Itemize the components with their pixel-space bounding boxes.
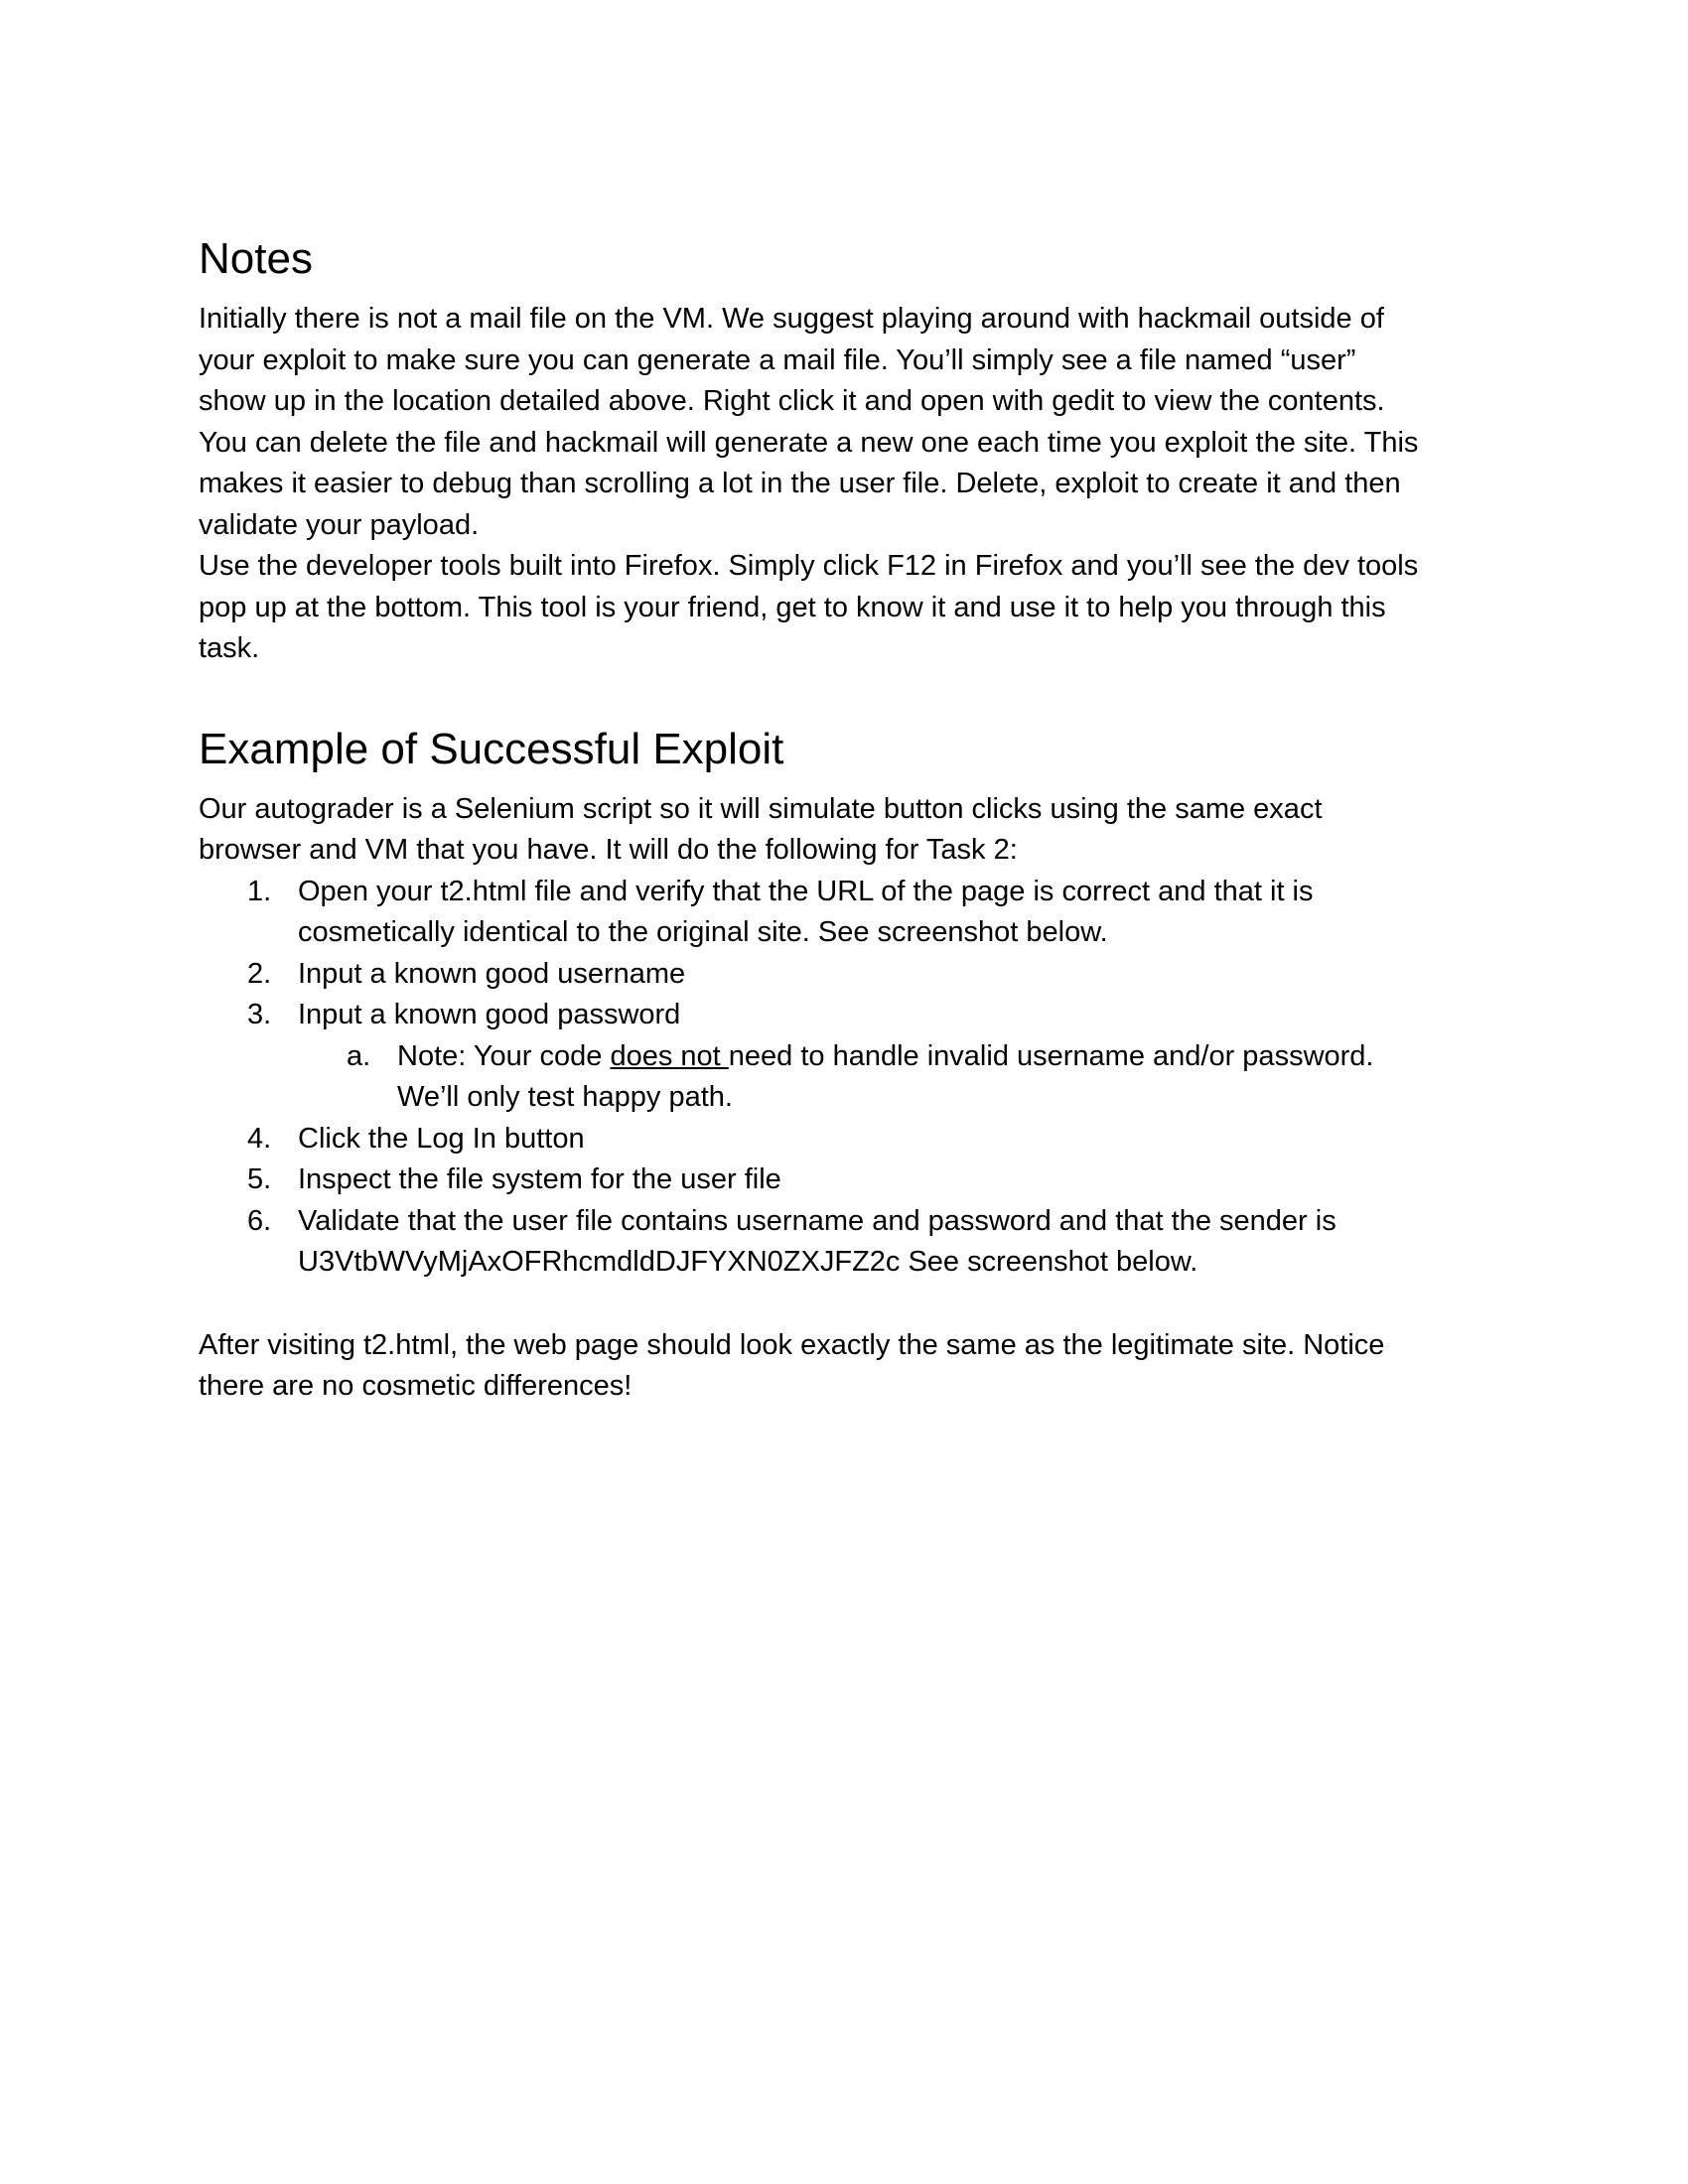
list-item-text: Validate that the user file contains username and password and that the sender is U3VtbWVyMjAxOFRhcmdldDJFYXN0ZXJFZ2c See screenshot below.	[298, 1204, 1336, 1278]
list-item	[199, 995, 1489, 1119]
list-item	[199, 1201, 1489, 1284]
note-prefix: Note: Your code	[397, 1039, 611, 1072]
list-item-text: Inspect the file system for the user file	[298, 1163, 781, 1195]
example-heading: Example of Successful Exploit	[199, 724, 784, 773]
list-item	[199, 1160, 1489, 1201]
notes-paragraph-2: Use the developer tools built into Firefox. Simply click F12 in Firefox and you’ll see the dev tools pop up at the bottom. This tool is your friend, get to know it and use it to help you through this task.	[199, 550, 1419, 664]
steps-list	[199, 872, 1489, 1284]
closing-paragraph: After visiting t2.html, the web page should look exactly the same as the legitimate site. Notice there are no cosmetic differences!	[199, 1328, 1385, 1402]
list-number: 4.	[247, 1122, 272, 1155]
list-number: 1.	[247, 875, 272, 907]
list-number: 6.	[247, 1204, 272, 1237]
example-intro: Our autograder is a Selenium script so it will simulate button clicks using the same exact browser and VM that you have. It will do the following for Task 2:	[199, 792, 1323, 866]
list-item-text: Click the Log In button	[298, 1122, 585, 1155]
list-item	[199, 1119, 1489, 1160]
sub-list-item	[298, 1036, 1489, 1119]
list-number: 3.	[247, 999, 272, 1030]
list-number: 5.	[247, 1163, 272, 1195]
section-spacer	[199, 1284, 1489, 1325]
does-not-emphasis: does not	[610, 1039, 729, 1072]
list-item	[199, 954, 1489, 996]
list-item	[199, 872, 1489, 954]
list-number: 2.	[247, 957, 272, 990]
substeps-list	[298, 1036, 1489, 1119]
sub-list-letter: a.	[347, 1039, 371, 1072]
list-item-text: Input a known good username	[298, 957, 686, 990]
notes-paragraph-1: Initially there is not a mail file on the VM. We suggest playing around with hackmail outside of your exploit to make sure you can generate a mail file. You’ll simply see a file named “user” show up in the location detailed above. Right click it and open with gedit to view the contents. You can delete the file and hackmail will generate a new one each time you exploit the site. This makes it easier to debug than scrolling a lot in the user file. Delete, exploit to create it and then validate your payload.	[199, 303, 1419, 541]
notes-heading: Notes	[199, 234, 313, 283]
document-page	[199, 223, 1489, 1408]
list-item-text: Open your t2.html file and verify that the URL of the page is correct and that it is cosmetically identical to the original site. See screenshot below.	[298, 875, 1314, 948]
list-item-text: Input a known good password	[298, 999, 681, 1030]
section-spacer	[199, 670, 1489, 720]
sub-list-item-text	[397, 1036, 1489, 1119]
note-suffix: need to handle invalid username and/or password. We’ll only test happy path.	[397, 1039, 1374, 1113]
